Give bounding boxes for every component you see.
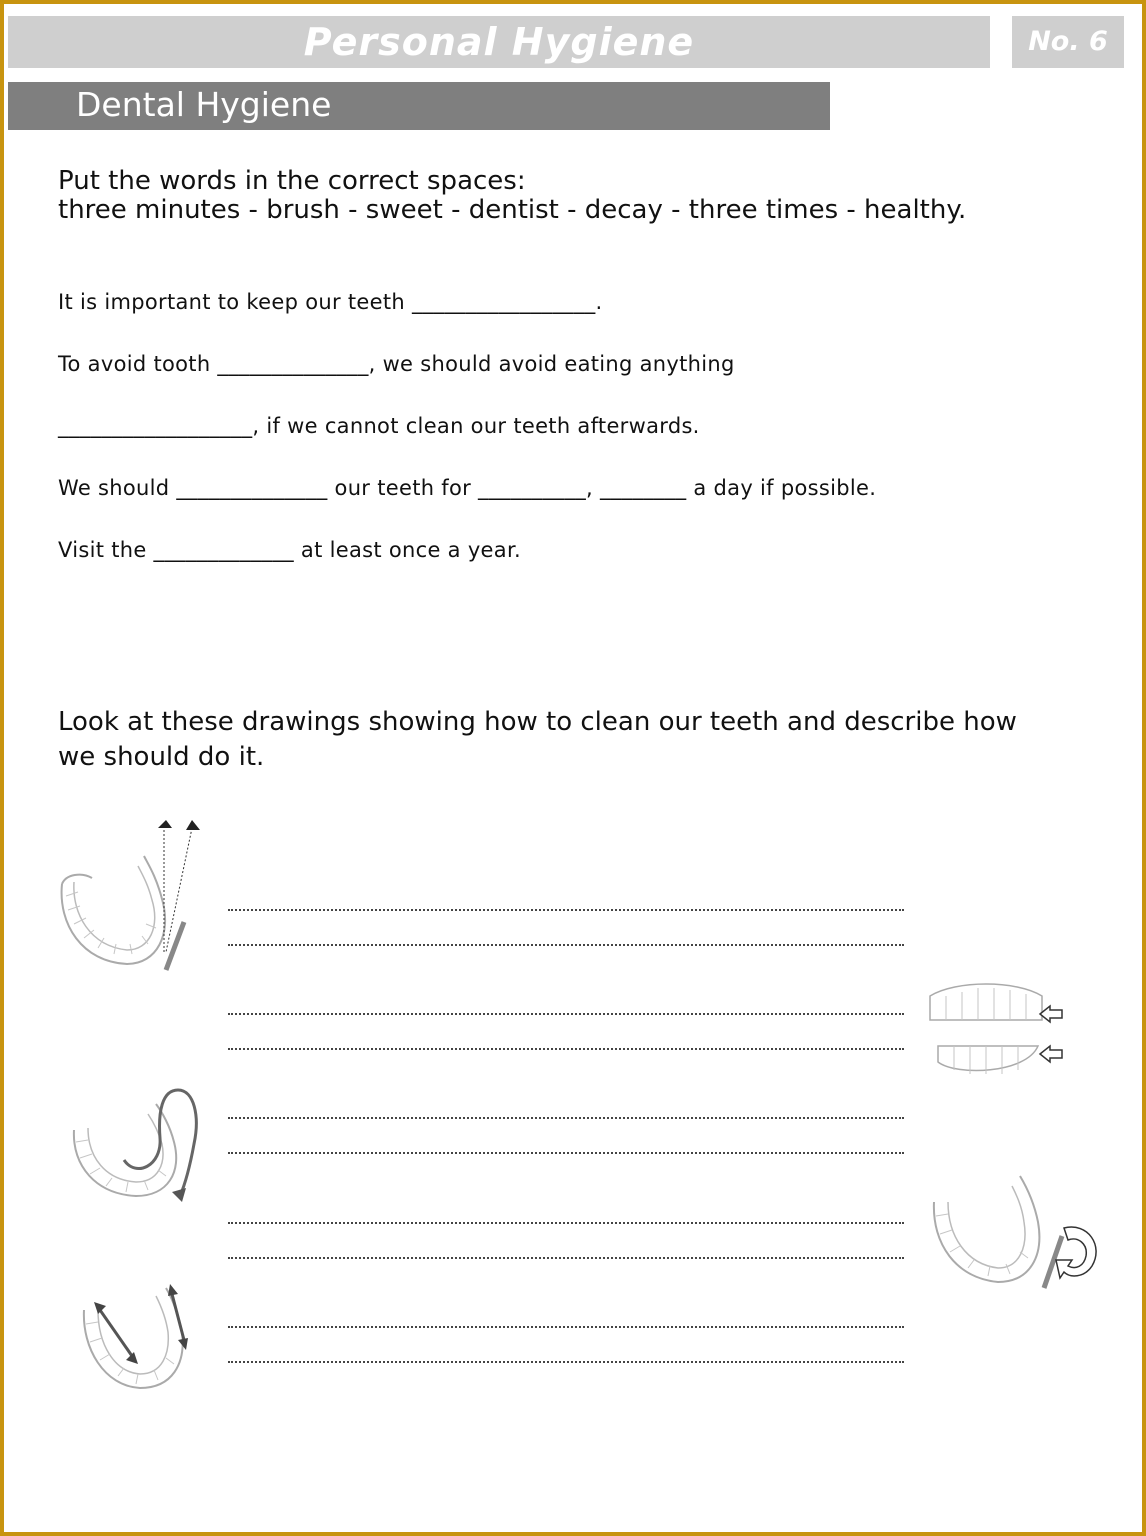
lower-teeth-brush-angle-icon <box>52 814 212 979</box>
writing-line[interactable] <box>228 1117 904 1119</box>
front-teeth-arrows-icon <box>926 976 1066 1084</box>
writing-line[interactable] <box>228 1013 904 1015</box>
writing-line[interactable] <box>228 1257 904 1259</box>
exercise1-instruction: Put the words in the correct spaces: <box>58 166 526 196</box>
word-bank: three minutes - brush - sweet - dentist - decay - three times - healthy. <box>58 195 967 225</box>
writing-line[interactable] <box>228 1048 904 1050</box>
writing-line[interactable] <box>228 909 904 911</box>
lower-teeth-up-down-arrows-icon <box>74 1276 204 1396</box>
sentence-5: Visit the _____________ at least once a year. <box>58 538 521 562</box>
worksheet-number: No. 6 <box>1012 16 1124 68</box>
lower-teeth-circular-arrow-icon <box>66 1082 206 1207</box>
page-title: Personal Hygiene <box>303 20 695 64</box>
writing-line[interactable] <box>228 1361 904 1363</box>
writing-line[interactable] <box>228 1326 904 1328</box>
writing-line[interactable] <box>228 1222 904 1224</box>
sentence-2: To avoid tooth ______________, we should avoid eating anything <box>58 352 735 376</box>
exercise2-instruction-cont: we should do it. <box>58 742 265 772</box>
sentence-1: It is important to keep our teeth _________________. <box>58 290 603 314</box>
exercise2-instruction: Look at these drawings showing how to clean our teeth and describe how <box>58 707 1017 737</box>
lower-teeth-brush-rotate-icon <box>926 1172 1106 1294</box>
writing-line[interactable] <box>228 944 904 946</box>
sentence-3: __________________, if we cannot clean our teeth afterwards. <box>58 414 700 438</box>
writing-line[interactable] <box>228 1152 904 1154</box>
section-title: Dental Hygiene <box>76 85 332 124</box>
sentence-4: We should ______________ our teeth for __________, ________ a day if possible. <box>58 476 877 500</box>
